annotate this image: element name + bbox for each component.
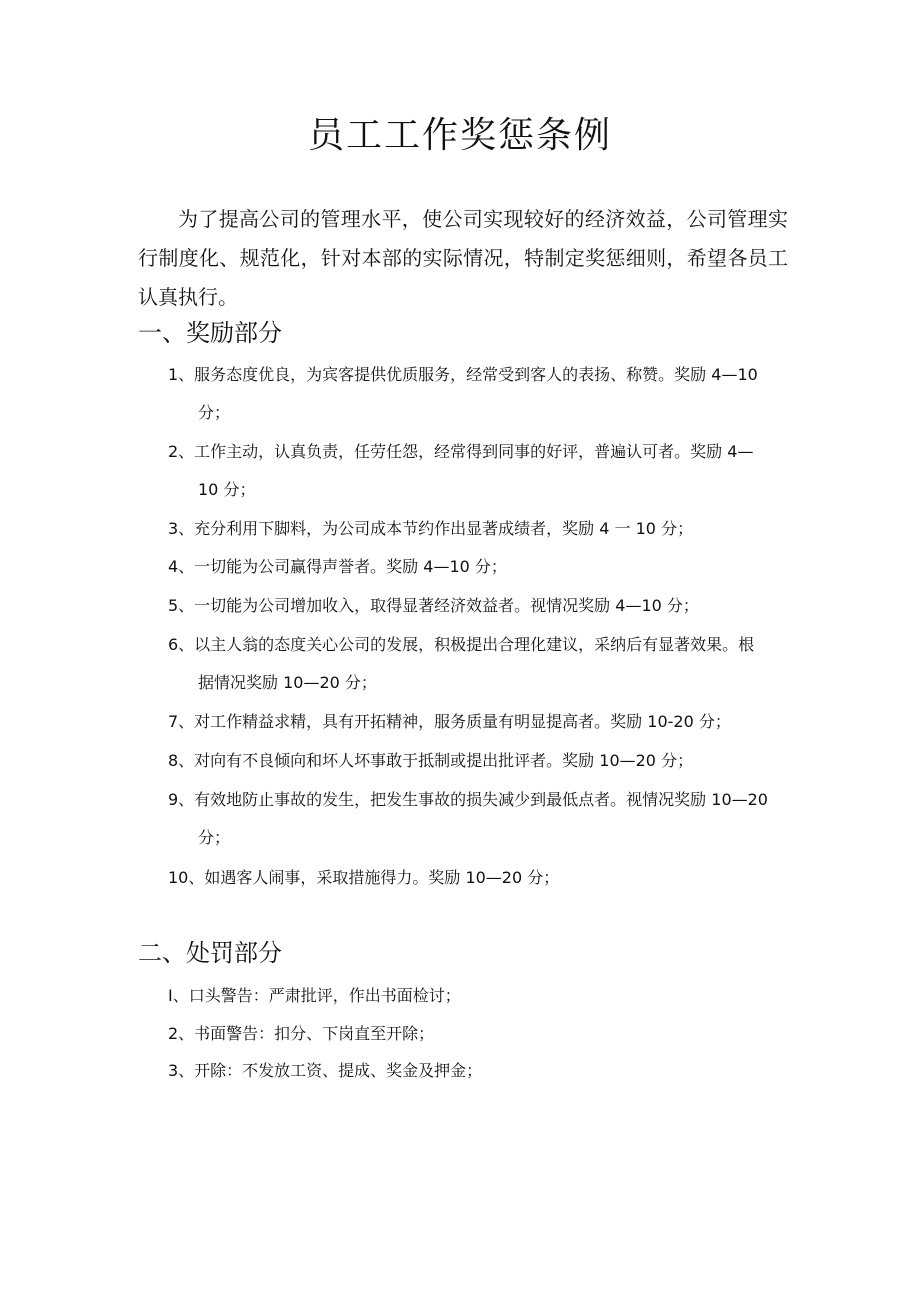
list-item: [168, 626, 788, 702]
section-heading-penalties: 二、处罚部分: [138, 939, 282, 967]
list-item-continuation: 10 分；: [198, 480, 256, 499]
list-item: [168, 587, 788, 625]
document-title: 员工工作奖惩条例: [307, 115, 612, 156]
list-item-line: 10、如遇客人闹事，采取措施得力。奖励 10—20 分；: [168, 868, 560, 887]
list-item-line: 4、一切能为公司赢得声誉者。奖励 4—10 分；: [168, 557, 507, 576]
list-item-line: 5、一切能为公司增加收入，取得显著经济效益者。视情况奖励 4—10 分；: [168, 596, 699, 615]
intro-paragraph: 为了提高公司的管理水平，使公司实现较好的经济效益，公司管理实行制度化、规范化，针对本部的实际情况，特制定奖惩细则，希望各员工认真执行。: [138, 207, 788, 309]
list-item-continuation: 分；: [198, 828, 231, 847]
list-item: [168, 742, 788, 780]
list-item-line: 9、有效地防止事故的发生，把发生事故的损失减少到最低点者。视情况奖励 10—20: [168, 790, 768, 809]
list-item: [168, 859, 788, 897]
list-item: [168, 1052, 788, 1090]
list-item-line: I、口头警告：严肃批评，作出书面检讨；: [168, 986, 461, 1005]
list-item-line: 2、工作主动，认真负责，任劳任怨，经常得到同事的好评，普遍认可者。奖励 4—: [168, 442, 754, 461]
list-item: [168, 781, 788, 857]
list-item-line: 2、书面警告：扣分、下岗直至开除；: [168, 1024, 435, 1043]
list-item-line: 3、充分利用下脚料，为公司成本节约作出显著成绩者，奖励 4 一 10 分；: [168, 519, 694, 538]
list-item-line: 3、开除：不发放工资、提成、奖金及押金；: [168, 1061, 483, 1080]
list-item: [168, 1015, 788, 1053]
list-item-continuation: 据情况奖励 10—20 分；: [198, 673, 377, 692]
list-item: [168, 356, 788, 432]
list-item: [168, 433, 788, 509]
list-item-line: 8、对向有不良倾向和坏人坏事敢于抵制或提出批评者。奖励 10—20 分；: [168, 751, 694, 770]
list-item-continuation: 分；: [198, 403, 231, 422]
list-item-line: 7、对工作精益求精，具有开拓精神，服务质量有明显提高者。奖励 10-20 分；: [168, 712, 731, 731]
section-heading-rewards: 一、奖励部分: [138, 319, 282, 347]
list-item: [168, 703, 788, 741]
list-item-line: 1、服务态度优良，为宾客提供优质服务，经常受到客人的表扬、称赞。奖励 4—10: [168, 365, 758, 384]
list-item-line: 6、以主人翁的态度关心公司的发展，积极提出合理化建议，采纳后有显著效果。根: [168, 635, 755, 654]
list-item: [168, 548, 788, 586]
list-item: [168, 510, 788, 548]
list-item: [168, 977, 788, 1015]
